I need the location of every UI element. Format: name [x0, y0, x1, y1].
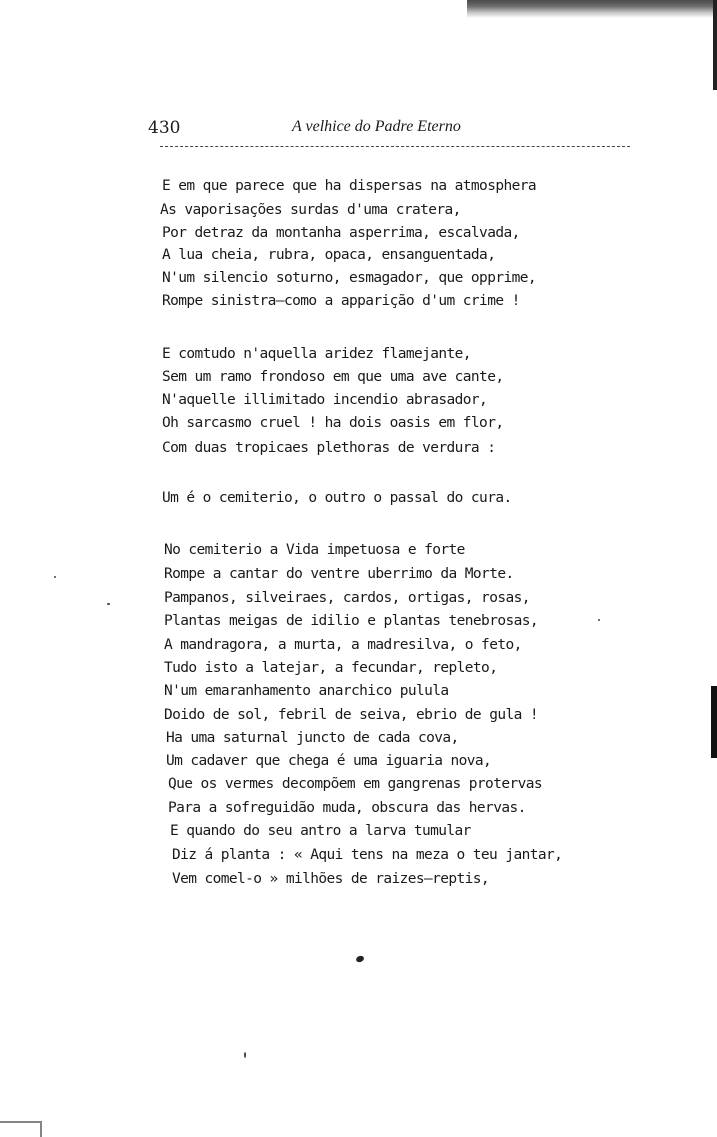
poem-line: A lua cheia, rubra, opaca, ensanguentada, [162, 247, 496, 263]
poem-line: No cemiterio a Vida impetuosa e forte [164, 542, 465, 558]
poem-line: N'um silencio soturno, esmagador, que opprime, [162, 270, 536, 286]
poem-line: Ha uma saturnal juncto de cada cova, [166, 730, 459, 746]
poem-line: Com duas tropicaes plethoras de verdura : [162, 440, 496, 456]
poem-line: Sem um ramo frondoso em que uma ave cante, [162, 369, 504, 385]
poem-line: Oh sarcasmo cruel ! ha dois oasis em flor, [162, 415, 504, 431]
poem-line: Doido de sol, febril de seiva, ebrio de gula ! [164, 707, 538, 723]
poem-line: Um é o cemiterio, o outro o passal do cura. [162, 490, 512, 506]
poem-line: Rompe a cantar do ventre uberrimo da Morte. [164, 566, 514, 582]
poem-line: Plantas meigas de idilio e plantas tenebrosas, [164, 613, 538, 629]
poem-line: Para a sofreguidão muda, obscura das hervas. [168, 800, 526, 816]
poem-line: Vem comel-o » milhões de raizes—reptis, [172, 871, 490, 887]
ink-speck [107, 603, 110, 605]
poem-line: Que os vermes decompõem em gangrenas protervas [168, 776, 542, 792]
poem-line: Por detraz da montanha asperrima, escalvada, [162, 225, 520, 241]
poem-line: A mandragora, a murta, a madresilva, o feto, [164, 637, 522, 653]
poem-line: E comtudo n'aquella aridez flamejante, [162, 346, 471, 362]
ink-speck [244, 1052, 246, 1058]
poem-line: Tudo isto a latejar, a fecundar, repleto, [164, 660, 498, 676]
page-number: 430 [148, 118, 181, 138]
ink-speck [54, 576, 56, 578]
poem-line: Um cadaver que chega é uma iguaria nova, [166, 753, 492, 769]
poem-line: N'aquelle illimitado incendio abrasador, [162, 392, 488, 408]
poem-line: Pampanos, silveiraes, cardos, ortigas, rosas, [164, 590, 530, 606]
ink-speck [598, 619, 600, 621]
poem-line: As vaporisações surdas d'uma cratera, [160, 202, 461, 218]
poem-line: Diz á planta : « Aqui tens na meza o teu jantar, [172, 847, 563, 863]
poem-line: N'um emaranhamento anarchico pulula [164, 683, 449, 699]
poem-line: E em que parece que ha dispersas na atmosphera [162, 178, 536, 194]
running-title: A velhice do Padre Eterno [292, 118, 461, 135]
poem-line: Rompe sinistra—como a apparição d'um crime ! [162, 293, 520, 309]
poem-line: E quando do seu antro a larva tumular [170, 823, 471, 839]
